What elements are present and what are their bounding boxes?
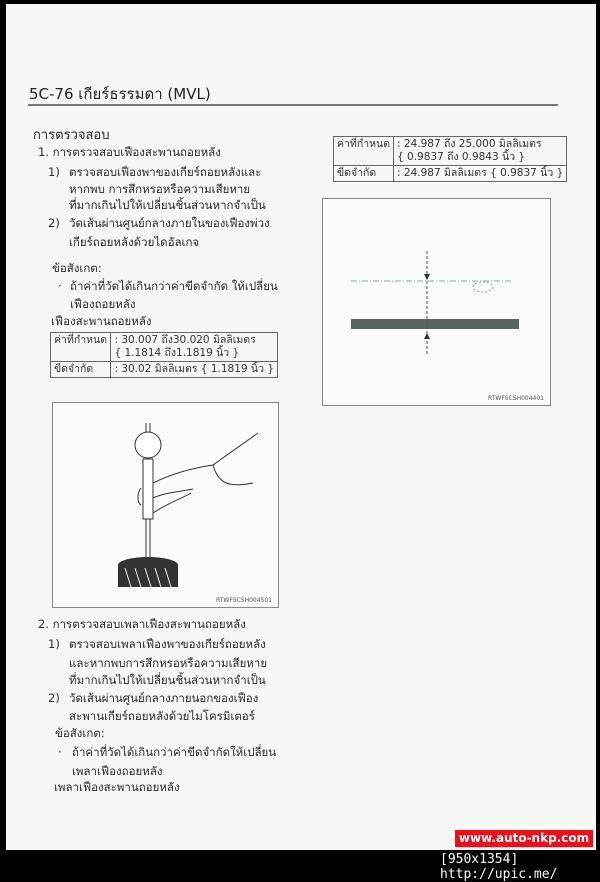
step2-note-line: ถ้าค่าที่วัดได้เกินกว่าค่าขีดจำกัดให้เปลี่ยน xyxy=(72,745,277,759)
spec-value-line: : 24.987 ถึง 25.000 มิลลิเมตร xyxy=(397,138,542,150)
spec-label: ค่าที่กำหนด xyxy=(51,333,111,362)
step1-item2-line: วัดเส้นผ่านศูนย์กลางภายในของเฟืองพ่วง xyxy=(69,216,270,230)
step2-item1-line: ตรวจสอบเพลาเฟืองพาของเกียร์ถอยหลัง xyxy=(69,637,266,651)
dial-gauge-figure xyxy=(52,402,279,608)
shaft-figure xyxy=(322,198,551,406)
step2-item2-num: 2) xyxy=(48,691,60,705)
watermark-banner: www.auto-nkp.com xyxy=(455,830,593,847)
spec-value xyxy=(111,333,278,362)
page-header: 5C-76 เกียร์ธรรมดา (MVL) xyxy=(29,85,211,103)
step2-item1-line: ที่มากเกินไปให้เปลี่ยนชิ้นส่วนหากจำเป็น xyxy=(69,673,266,687)
right-spec-table xyxy=(333,136,567,182)
section-title: การตรวจสอบ xyxy=(33,128,110,143)
table-row xyxy=(334,137,567,166)
document-page xyxy=(6,4,596,850)
shaft-illustration xyxy=(323,199,550,405)
spec-label: ค่าที่กำหนด xyxy=(334,137,394,166)
step1-item1-line: ที่มากเกินไปให้เปลี่ยนชิ้นส่วนหากจำเป็น xyxy=(69,198,266,212)
step1-note-line: เฟืองถอยหลัง xyxy=(70,297,136,311)
limit-value: : 24.987 มิลลิเมตร { 0.9837 นิ้ว } xyxy=(394,166,567,182)
limit-label: ขีดจำกัด xyxy=(51,362,111,378)
step1-item2-line: เกียร์ถอยหลังด้วยไดอัลเกจ xyxy=(69,235,200,249)
spec-value-line: { 0.9837 ถึง 0.9843 นิ้ว } xyxy=(397,151,526,163)
step2-item2-line: วัดเส้นผ่านศูนย์กลางภายนอกของเฟือง xyxy=(69,691,259,705)
step2-item1-num: 1) xyxy=(48,637,60,651)
spec-value xyxy=(394,137,567,166)
step1-title: 1. การตรวจสอบเฟืองสะพานถอยหลัง xyxy=(38,145,221,159)
limit-value: : 30.02 มิลลิเมตร { 1.1819 นิ้ว } xyxy=(111,362,278,378)
step1-spec-table xyxy=(50,332,278,378)
spec-value-line: : 30.007 ถึง30.020 มิลลิเมตร xyxy=(114,334,256,346)
step1-table-caption: เฟืองสะพานถอยหลัง xyxy=(51,314,152,328)
step1-note-line: ถ้าค่าที่วัดได้เกินกว่าค่าขีดจำกัด ให้เปลี่ยน xyxy=(70,279,278,293)
bullet: · xyxy=(58,279,62,293)
step1-item1-num: 1) xyxy=(48,165,60,179)
limit-label: ขีดจำกัด xyxy=(334,166,394,182)
step1-item1-line: ตรวจสอบเฟืองพาของเกียร์ถอยหลังและ xyxy=(69,165,262,179)
bullet: · xyxy=(58,745,62,759)
step2-note-label: ข้อสังเกต: xyxy=(55,726,105,740)
step2-table-caption: เพลาเฟืองสะพานถอยหลัง xyxy=(54,780,180,794)
step2-item2-line: สะพานเกียร์ถอยหลังด้วยไมโครมิเตอร์ xyxy=(69,709,255,723)
header-divider xyxy=(28,104,558,106)
step1-item1-line: หากพบ การสึกหรอหรือความเสียหาย xyxy=(69,182,251,196)
step2-note-line: เพลาเฟืองถอยหลัง xyxy=(72,764,163,778)
table-row xyxy=(51,333,278,362)
figure-code: RTWF5CSH004501 xyxy=(215,597,272,604)
step1-item2-num: 2) xyxy=(48,216,60,230)
figure-code: RTWF5CSH004401 xyxy=(487,395,544,402)
step1-note-label: ข้อสังเกต: xyxy=(52,261,102,275)
table-row xyxy=(51,362,278,378)
spec-value-line: { 1.1814 ถึง1.1819 นิ้ว } xyxy=(114,347,240,359)
step2-title: 2. การตรวจสอบเพลาเฟืองสะพานถอยหลัง xyxy=(38,617,246,631)
step2-item1-line: และหากพบการสึกหรอหรือความเสียหาย xyxy=(69,656,268,670)
dial-gauge-illustration xyxy=(53,403,278,607)
image-host-footer: [950x1354] http://upic.me/ xyxy=(440,852,558,882)
table-row xyxy=(334,166,567,182)
